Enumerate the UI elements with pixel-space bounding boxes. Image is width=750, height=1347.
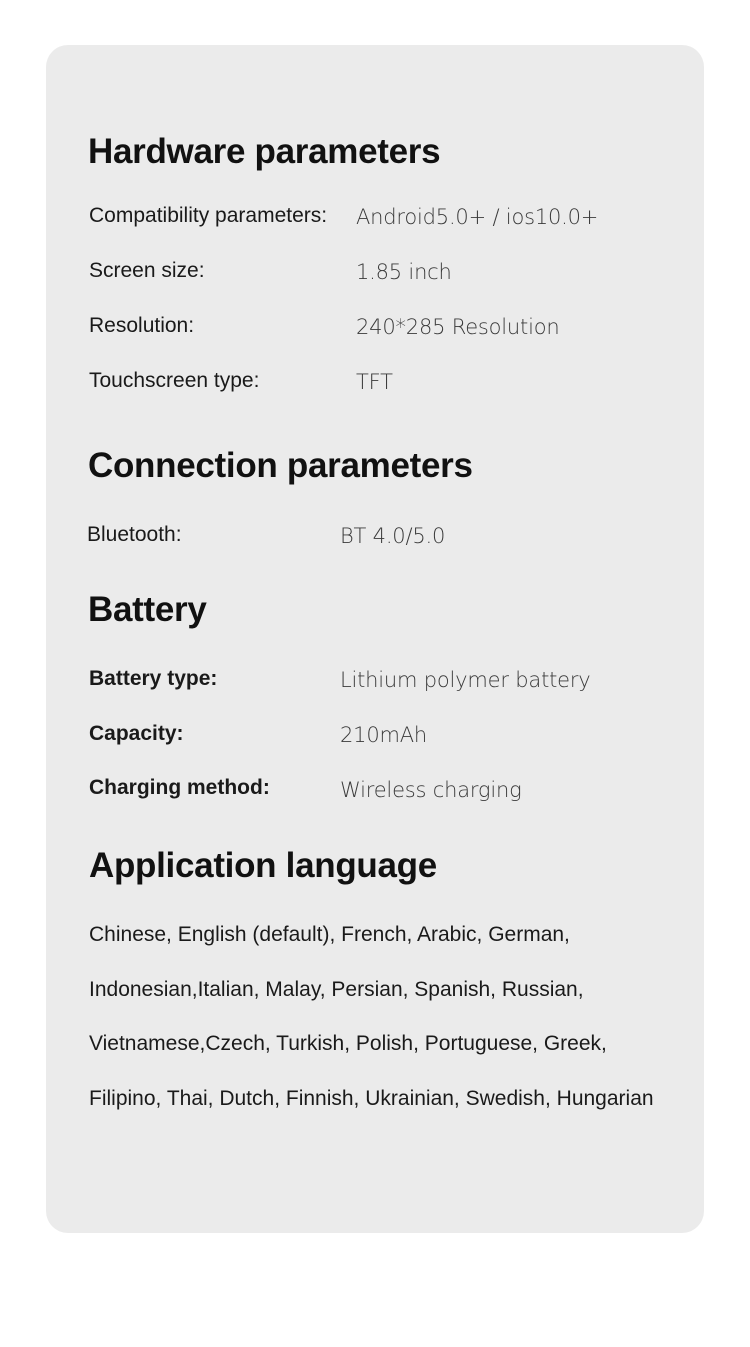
capacity-value: 210mAh [340,723,428,747]
screen-size-value: 1.85 inch [356,260,452,284]
language-list-line: Chinese, English (default), French, Arabic, German, [89,923,570,946]
language-section-title: Application language [89,846,437,885]
battery-type-value: Lithium polymer battery [340,668,591,692]
charging-method-value: Wireless charging [340,778,522,802]
touchscreen-type-label: Touchscreen type: [89,369,260,392]
charging-method-label: Charging method: [89,776,270,799]
screen-size-label: Screen size: [89,259,205,282]
touchscreen-type-value: TFT [356,370,393,394]
capacity-label: Capacity: [89,722,184,745]
resolution-value: 240*285 Resolution [356,315,560,339]
connection-section-title: Connection parameters [88,446,473,485]
bluetooth-label: Bluetooth: [87,523,182,546]
hardware-section-title: Hardware parameters [88,132,441,171]
language-list-line: Filipino, Thai, Dutch, Finnish, Ukrainian, Swedish, Hungarian [89,1087,654,1110]
compatibility-value: Android5.0+ / ios10.0+ [356,205,599,229]
resolution-label: Resolution: [89,314,195,337]
language-list-line: Vietnamese,Czech, Turkish, Polish, Portuguese, Greek, [89,1032,607,1055]
battery-section-title: Battery [88,590,207,629]
compatibility-label: Compatibility parameters: [89,204,328,227]
language-list-line: Indonesian,Italian, Malay, Persian, Spanish, Russian, [89,978,584,1001]
bluetooth-value: BT 4.0/5.0 [340,524,446,548]
battery-type-label: Battery type: [89,667,218,690]
